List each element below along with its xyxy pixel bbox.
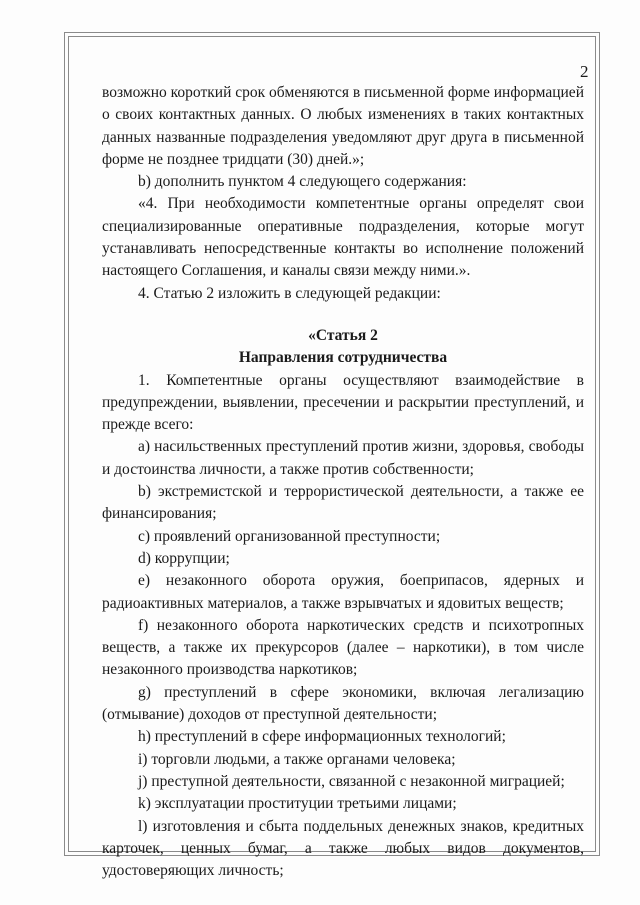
list-item-j: j) преступной деятельности, связанной с незаконной миграцией; [138, 772, 565, 790]
paragraph-item-4-text: «4. При необходимости компетентные органы определят свои специализированные оперативные подразделения, которые могут устанавливать непосредственные контакты во исполнение положений настоящего Соглашения, и каналы связи между ними.». [102, 195, 584, 280]
list-item-i: i) торговли людьми, а также органами человека; [138, 750, 456, 768]
list-item-c: c) проявлений организованной преступности; [138, 527, 441, 545]
paragraph-article-2-intro: 4. Статью 2 изложить в следующей редакции: [138, 284, 441, 302]
list-item-h: h) преступлений в сфере информационных технологий; [138, 728, 506, 746]
list-item-f: f) незаконного оборота наркотических средств и психотропных веществ, а также их прекурсоров (далее – наркотики), в том числе незаконного производства наркотиков; [102, 616, 584, 679]
list-item-d: d) коррупции; [138, 549, 230, 567]
list-item-b: b) экстремистской и террористической деятельности, а также ее финансирования; [102, 483, 584, 523]
paragraph-contact-info: возможно короткий срок обменяются в письменной форме информацией о своих контактных данных. О любых изменениях в таких контактных данных названные подразделения уведомляют друг друга в письменной форме не позднее тридцати (30) дней.»; [102, 84, 584, 168]
list-item-g: g) преступлений в сфере экономики, включая легализацию (отмывание) доходов от преступной деятельности; [102, 683, 584, 724]
list-item-k: k) эксплуатации проституции третьими лицами; [138, 795, 457, 813]
article-subheading: Направления сотрудничества [238, 349, 448, 367]
paragraph-add-item-4: b) дополнить пунктом 4 следующего содержания: [138, 173, 467, 191]
paragraph-clause-1: 1. Компетентные органы осуществляют взаимодействие в предупреждении, выявлении, пресечении и раскрытии преступлений, и прежде всего: [102, 371, 584, 434]
list-item-a: a) насильственных преступлений против жизни, здоровья, свободы и достоинства личности, а также против собственности; [102, 438, 584, 478]
page-number: 2 [580, 62, 589, 81]
document-body [102, 82, 584, 882]
spacer [102, 305, 584, 325]
list-item-l: l) изготовления и сбыта поддельных денежных знаков, кредитных карточек, ценных бумаг, а также любых видов документов, удостоверяющих личность; [102, 817, 584, 880]
list-item-e: e) незаконного оборота оружия, боеприпасов, ядерных и радиоактивных материалов, а также взрывчатых и ядовитых веществ; [102, 572, 584, 612]
article-heading: «Статья 2 [308, 326, 378, 344]
